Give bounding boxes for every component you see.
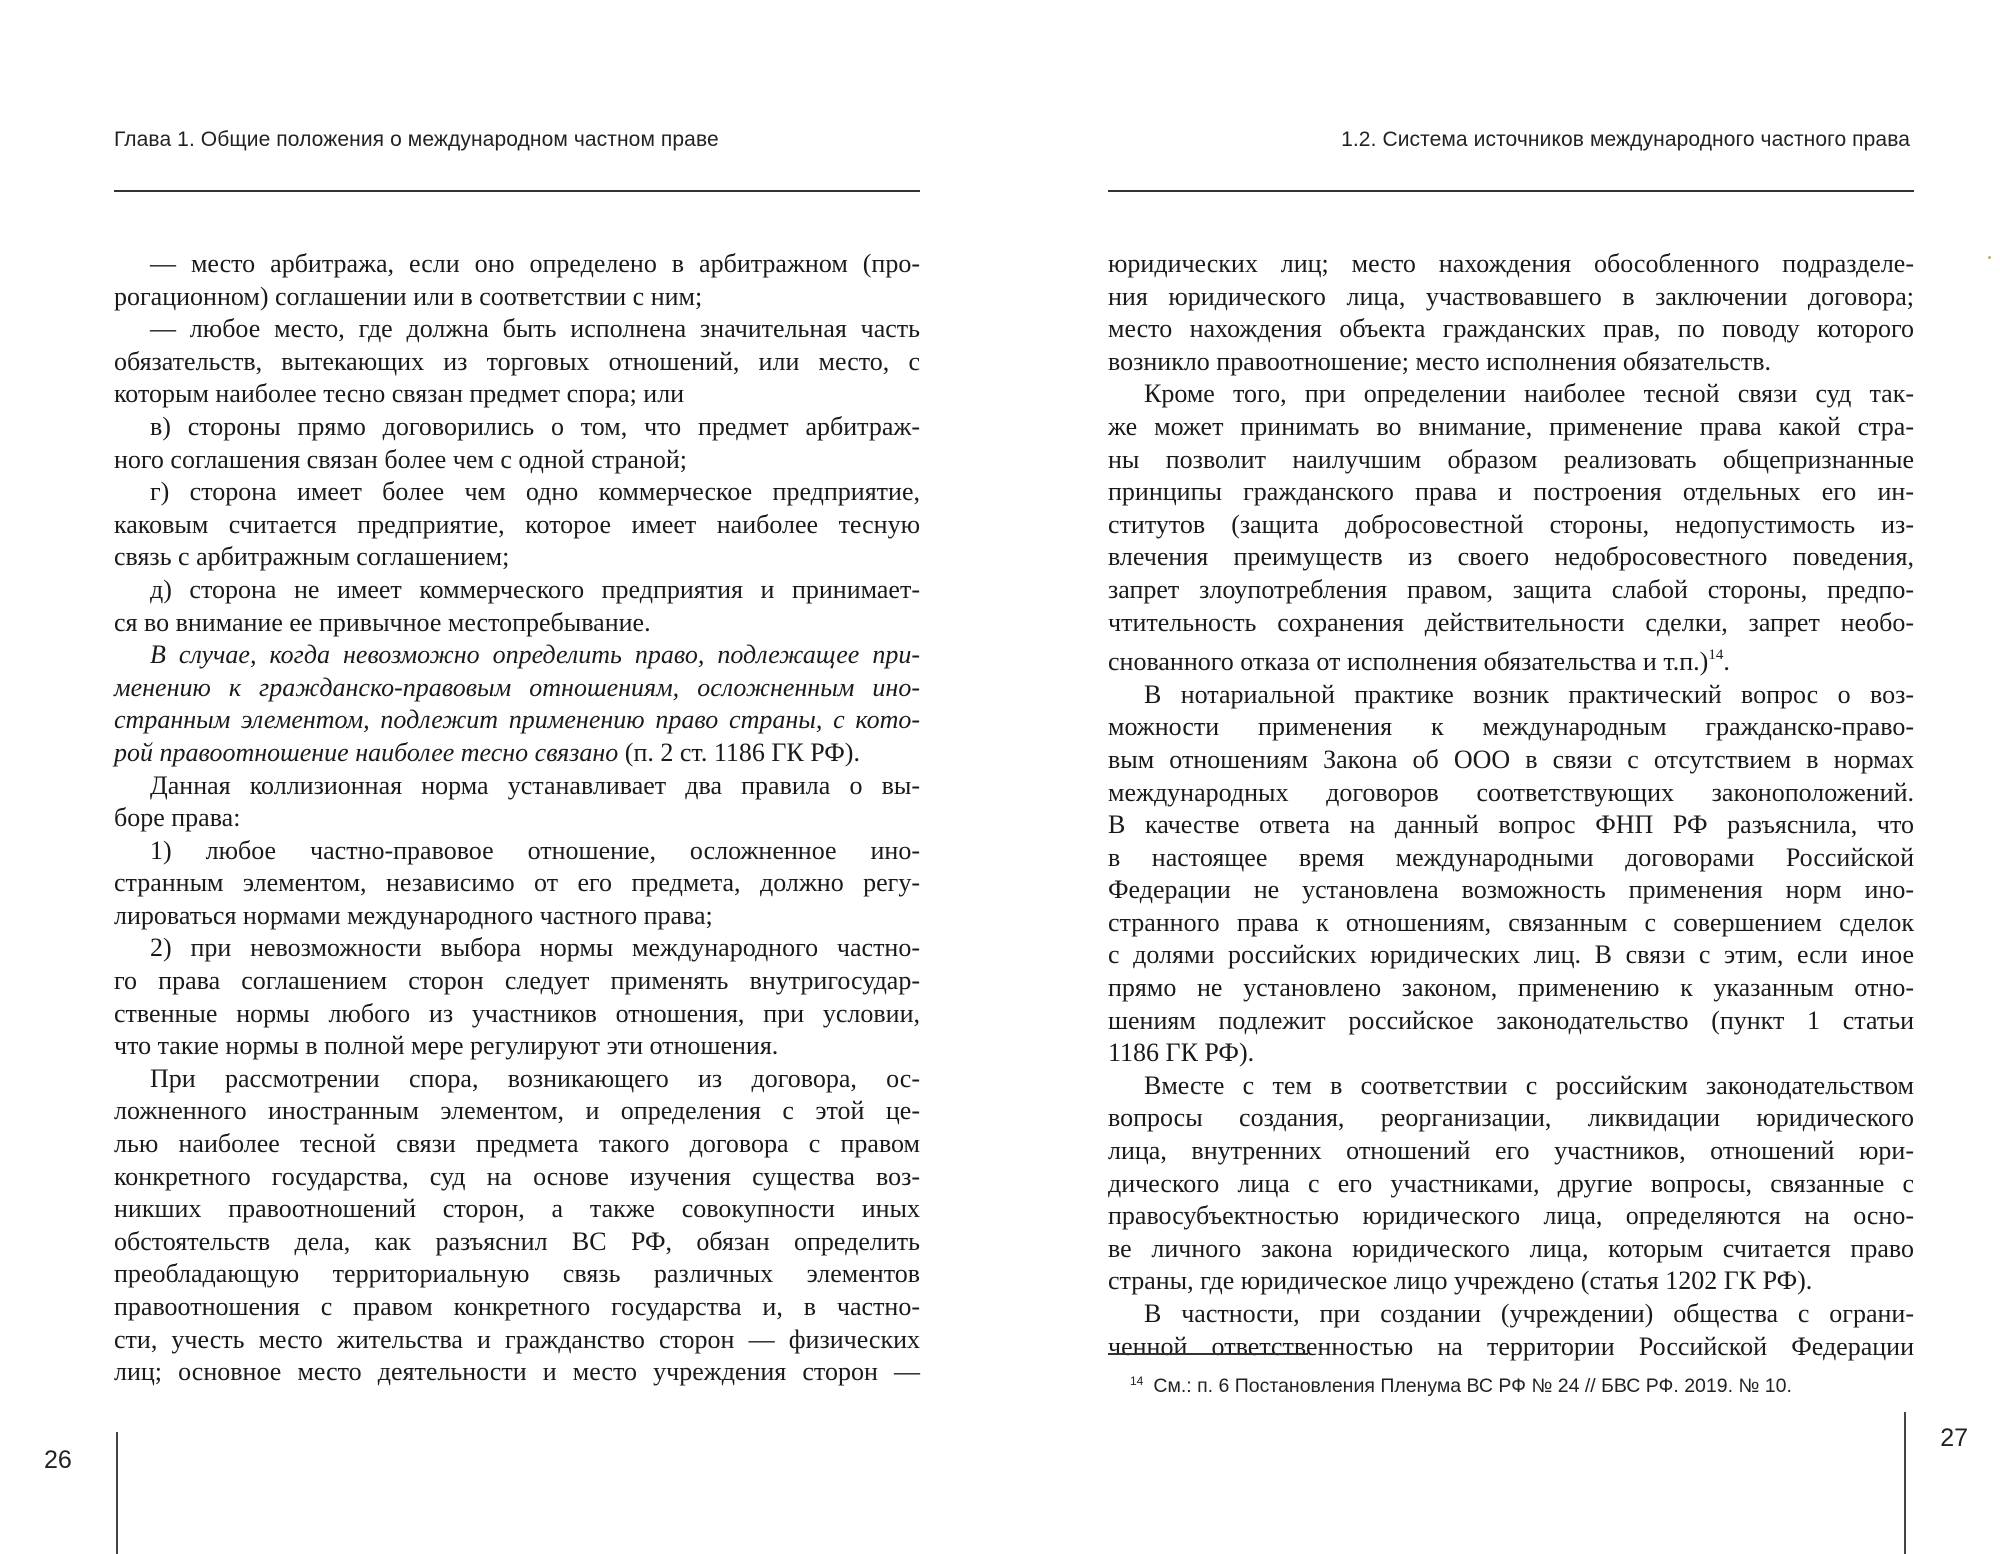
text-line: же может принимать во внимание, применение права какой стра- — [1108, 411, 1914, 441]
footnote-marker: 14 — [1130, 1374, 1144, 1388]
text-line: каковым считается предприятие, которое имеет наиболее тесную — [114, 509, 920, 539]
running-head-right: 1.2. Система источников международного частного права — [1341, 128, 1910, 151]
text-line: страны, где юридическое лицо учреждено (статья 1202 ГК РФ). — [1108, 1266, 1813, 1296]
text-line: В частности, при создании (учреждении) общества с ограни- — [1144, 1299, 1914, 1328]
text-line: чтительность сохранения действительности сделки, запрет необо- — [1108, 607, 1914, 637]
text-line: г) сторона имеет более чем одно коммерческое предприятие, — [150, 477, 920, 507]
page-number-right: 27 — [1940, 1424, 1968, 1452]
text-line: — любое место, где должна быть исполнена значительная часть — [150, 314, 920, 344]
text-line: 2) при невозможности выбора нормы международного частно- — [150, 933, 920, 963]
text-line: обстоятельств дела, как разъяснил ВС РФ, обязан определить — [114, 1226, 920, 1256]
text-line: ложненного иностранным элементом, и определения с этой це- — [114, 1096, 920, 1126]
text-line: сти, учесть место жительства и гражданство сторон — физических — [114, 1324, 920, 1354]
text-line: 1186 ГК РФ). — [1108, 1038, 1255, 1068]
running-head-left: Глава 1. Общие положения о международном частном праве — [114, 128, 719, 151]
page-number-left: 26 — [44, 1446, 72, 1474]
header-rule-left — [114, 190, 920, 192]
text-line: дического лица с его участниками, другие вопросы, связанные с — [1108, 1168, 1914, 1198]
text-line: Федерации не установлена возможность применения норм ино- — [1108, 875, 1914, 905]
text-line: можности применения к международным гражданско-право- — [1108, 712, 1914, 742]
text-line: преобладающую территориальную связь различных элементов — [114, 1259, 920, 1289]
text-line: Вместе с тем в соответствии с российским законодательством — [1144, 1070, 1914, 1100]
text-line: ны позволит наилучшим образом реализовать общепризнанные — [1108, 444, 1914, 474]
text-line: международных договоров соответствующих законоположений. — [1108, 777, 1914, 807]
text-line: ститутов (защита добросовестной стороны, недопустимость из- — [1108, 509, 1914, 539]
text-line: ся во внимание ее привычное местопребывание. — [114, 607, 651, 637]
text-line: шениям подлежит российское законодательство (пункт 1 статьи — [1108, 1005, 1914, 1035]
body-text-left — [114, 248, 920, 1389]
text-line: При рассмотрении спора, возникающего из договора, ос- — [150, 1063, 920, 1093]
text-line: юридических лиц; место нахождения обособленного подразделе- — [1108, 249, 1914, 278]
citation-run: (п. 2 ст. 1186 ГК РФ). — [618, 737, 860, 767]
right-page — [1000, 0, 2000, 1554]
paper-speck — [1988, 256, 1991, 259]
text-line: ченной ответственностью на территории Российской Федерации — [1108, 1331, 1914, 1361]
text-line: вопросы создания, реорганизации, ликвидации юридического — [1108, 1103, 1914, 1133]
text-line: запрет злоупотребления правом, защита слабой стороны, предпо- — [1108, 574, 1914, 604]
footnote — [1130, 1374, 1792, 1398]
text-line: в настоящее время международными договорами Российской — [1108, 842, 1914, 872]
text-line: боре права: — [114, 803, 241, 833]
text-line: правоотношения с правом конкретного государства и, в частно- — [114, 1292, 920, 1321]
text-line: В случае, когда невозможно определить право, подлежащее при- — [150, 640, 920, 670]
text-line: странного права к отношениям, связанным с совершением сделок — [1108, 907, 1914, 937]
footnote-rule — [1108, 1353, 1308, 1355]
text-line — [114, 737, 920, 770]
footnote-text: См.: п. 6 Постановления Пленума ВС РФ № 24 // БВС РФ. 2019. № 10. — [1153, 1375, 1792, 1397]
header-rule-right — [1108, 190, 1914, 192]
page-edge-line-left — [116, 1432, 118, 1554]
text-line: менению к гражданско-правовым отношениям, осложненным ино- — [114, 672, 920, 702]
text-line: го права соглашением сторон следует применять внутригосудар- — [114, 966, 920, 996]
text-line: место нахождения объекта гражданских прав, по поводу которого — [1108, 314, 1914, 344]
text-line: лью наиболее тесной связи предмета такого договора с правом — [114, 1129, 920, 1159]
footnote-reference: 14 — [1708, 647, 1724, 664]
text-line — [1108, 639, 1914, 679]
text-line: ного соглашения связан более чем с одной страной; — [114, 444, 688, 474]
text-run: . — [1723, 647, 1730, 677]
text-line: которым наиболее тесно связан предмет спора; или — [114, 379, 685, 409]
text-line: лиц; основное место деятельности и место учреждения сторон — — [114, 1357, 920, 1387]
text-line: никших правоотношений сторон, а также совокупности иных — [114, 1194, 920, 1224]
text-line: ве личного закона юридического лица, которым считается право — [1108, 1233, 1914, 1263]
text-line: 1) любое частно-правовое отношение, осложненное ино- — [150, 835, 920, 865]
text-line: обязательств, вытекающих из торговых отношений, или место, с — [114, 346, 920, 376]
page-edge-line-right — [1904, 1412, 1906, 1554]
text-line: лироваться нормами международного частного права; — [114, 900, 713, 930]
text-line: принципы гражданского права и построения отдельных его ин- — [1108, 477, 1914, 507]
text-line: вым отношениям Закона об ООО в связи с отсутствием в нормах — [1108, 744, 1914, 774]
text-line: правосубъектностью юридического лица, определяются на осно- — [1108, 1201, 1914, 1231]
body-text-right — [1108, 248, 1914, 1363]
text-line: прямо не установлено законом, применению к указанным отно- — [1108, 973, 1914, 1003]
text-line: ственные нормы любого из участников отношения, при условии, — [114, 998, 920, 1028]
text-line: Данная коллизионная норма устанавливает два правила о вы- — [150, 770, 920, 800]
italic-run: рой правоотношение наиболее тесно связано — [114, 737, 619, 767]
text-line: рогационном) соглашении или в соответствии с ним; — [114, 281, 703, 311]
text-line: возникло правоотношение; место исполнения обязательств. — [1108, 346, 1771, 376]
text-line: — место арбитража, если оно определено в арбитражном (про- — [150, 249, 920, 278]
text-line: странным элементом, подлежит применению право страны, с кото- — [114, 705, 920, 735]
text-line: что такие нормы в полной мере регулируют эти отношения. — [114, 1031, 779, 1061]
text-run: снованного отказа от исполнения обязательства и т.п.) — [1108, 647, 1709, 677]
text-line: связь с арбитражным соглашением; — [114, 542, 510, 572]
text-line: ния юридического лица, участвовавшего в заключении договора; — [1108, 281, 1914, 311]
text-line: лица, внутренних отношений его участников, отношений юри- — [1108, 1136, 1914, 1166]
text-line: Кроме того, при определении наиболее тесной связи суд так- — [1144, 379, 1914, 409]
text-line: странным элементом, независимо от его предмета, должно регу- — [114, 868, 920, 898]
text-line: д) сторона не имеет коммерческого предприятия и принимает- — [150, 574, 920, 604]
text-line: влечения преимуществ из своего недобросовестного поведения, — [1108, 542, 1914, 572]
text-line: конкретного государства, суд на основе изучения существа воз- — [114, 1161, 920, 1191]
text-line: в) стороны прямо договорились о том, что предмет арбитраж- — [150, 411, 920, 441]
text-line: В качестве ответа на данный вопрос ФНП РФ разъяснила, что — [1108, 810, 1914, 840]
text-line: с долями российских юридических лиц. В связи с этим, если иное — [1108, 940, 1914, 970]
text-line: В нотариальной практике возник практический вопрос о воз- — [1144, 679, 1914, 709]
